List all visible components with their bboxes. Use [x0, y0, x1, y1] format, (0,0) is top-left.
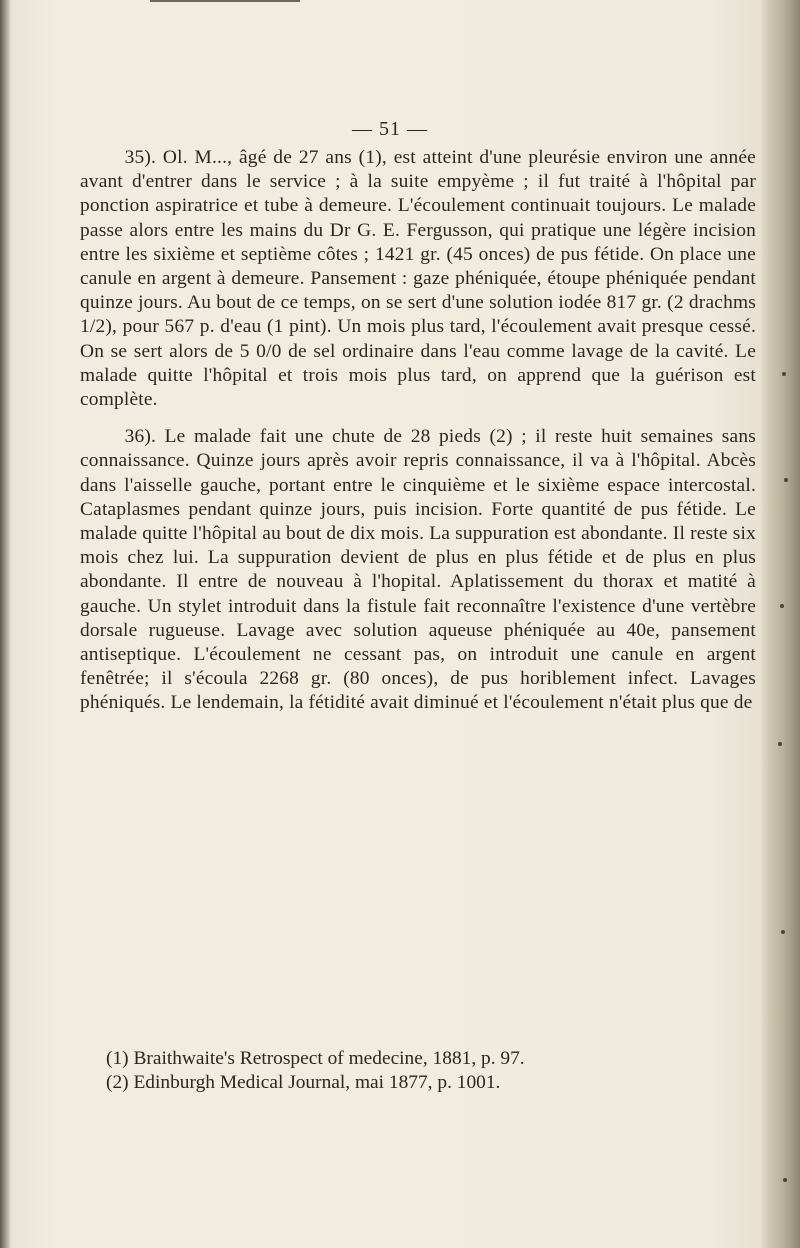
top-scan-rule [150, 0, 300, 2]
book-binding-edge [0, 0, 10, 1248]
page-right-edge [760, 0, 800, 1248]
footnote-2: (2) Edinburgh Medical Journal, mai 1877, p. 1001. [106, 1072, 501, 1093]
case-paragraph-36: 36). Le malade fait une chute de 28 pieds (2) ; il reste huit semaines sans connaissance. Quinze jours après avoir repris connaissance, il va à l'hôpital. Abcès dans l'aisselle gauche, portant entre le cinquième et le sixième espace intercostal. Cataplasmes pendant quinze jours, puis incision. Forte quantité de pus fétide. Le malade quitte l'hôpital au bout de dix mois. La suppuration est abondante. Il reste six mois chez lui. La suppuration devient de plus en plus fétide et de plus en plus abondante. Il entre de nouveau à l'hopital. Aplatissement du thorax et matité à gauche. Un stylet introduit dans la fistule fait reconnaître l'existence d'une vertèbre dorsale rugueuse. Lavage avec solution aqueuse phéniquée au 40e, pansement antiseptique. L'écoulement ne cessant pas, on introduit une canule en argent fenêtrée; il s'écoula 2268 gr. (80 onces), de pus horiblement infect. Lavages phéniqués. Le lendemain, la fétidité avait diminué et l'écoulement n'était plus que de [80, 426, 756, 714]
case-paragraph-35: 35). Ol. M..., âgé de 27 ans (1), est atteint d'une pleurésie environ une année avant d'entrer dans le service ; à la suite empyème ; il fut traité à l'hôpital par ponction aspiratrice et tube à demeure. L'écoulement continuait toujours. Le malade passe alors entre les mains du Dr G. E. Fergusson, qui pratique une légère incision entre les sixième et septième côtes ; 1421 gr. (45 onces) de pus fétide. On place une canule en argent à demeure. Pansement : gaze phéniquée, étoupe phéniquée pendant quinze jours. Au bout de ce temps, on se sert d'une solution iodée 817 gr. (2 drachms 1/2), pour 567 p. d'eau (1 pint). Un mois plus tard, l'écoulement avait presque cessé. On se sert alors de 5 0/0 de sel ordinaire dans l'eau comme lavage de la cavité. Le malade quitte l'hôpital et trois mois plus tard, on apprend que la guérison est complète. [80, 147, 756, 411]
body-text [80, 146, 756, 729]
footnote-1: (1) Braithwaite's Retrospect of medecine, 1881, p. 97. [106, 1048, 525, 1069]
page-number: — 51 — [352, 118, 428, 140]
footnotes [80, 1047, 756, 1095]
